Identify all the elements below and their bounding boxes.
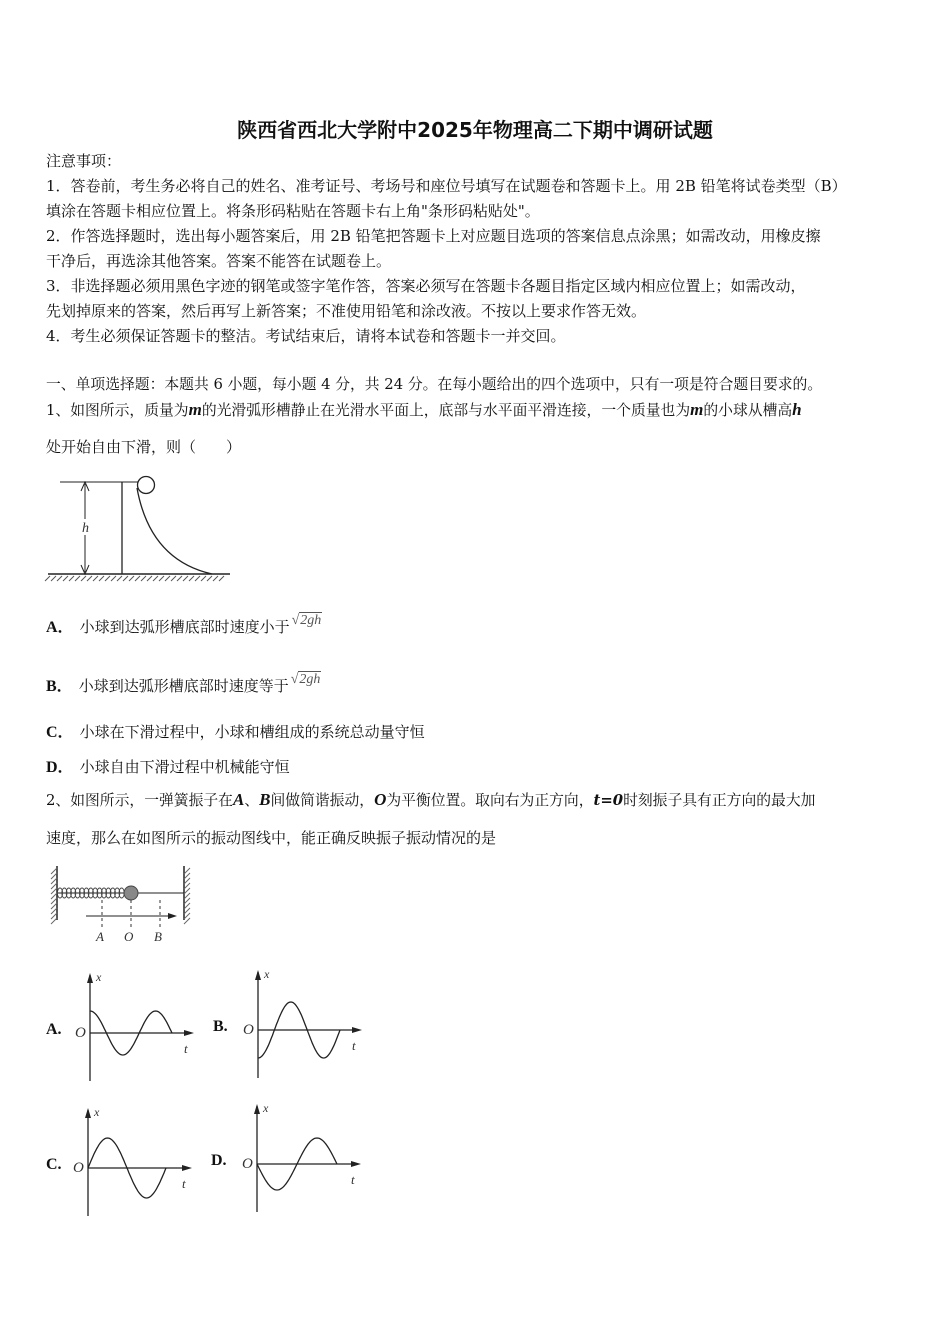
graph-option-b[interactable] — [243, 967, 362, 1078]
point-a-label: A — [96, 929, 104, 944]
notes-line: 先划掉原来的答案，然后再写上新答案；不准使用铅笔和涂改液。不按以上要求作答无效。 — [46, 302, 647, 320]
axis-arrow-icon — [184, 1030, 194, 1036]
y-axis-label: x — [263, 1101, 269, 1115]
notes-heading: 注意事项： — [46, 152, 122, 170]
axis-arrow-icon — [255, 970, 261, 980]
option-b[interactable]: B． 小球到达弧形槽底部时速度等于 √2gh — [46, 672, 321, 695]
graph-option-d[interactable] — [242, 1101, 361, 1212]
t-axis-label: t — [182, 1176, 186, 1191]
y-axis-label: x — [96, 970, 102, 984]
point-b-label: B — [154, 929, 162, 944]
page-title: 陕西省西北大学附中2025年物理高二下期中调研试题 — [237, 118, 713, 142]
question-2-text-line2: 速度，那么在如图所示的振动图线中，能正确反映振子振动情况的是 — [46, 829, 497, 847]
point-o-label: O — [124, 929, 134, 944]
t-axis-label: t — [184, 1041, 188, 1056]
option-d[interactable]: D． 小球自由下滑过程中机械能守恒 — [46, 758, 290, 776]
graph-option-b-label[interactable]: B. — [213, 1018, 228, 1035]
axis-arrow-icon — [351, 1161, 361, 1167]
graph-option-c-label[interactable]: C. — [46, 1156, 62, 1173]
axis-arrow-icon — [85, 1108, 91, 1118]
axis-arrow-icon — [182, 1165, 192, 1171]
axis-arrow-icon — [87, 973, 93, 983]
y-axis-label: x — [264, 967, 270, 981]
axis-arrow-icon — [254, 1104, 260, 1114]
t-axis-label: t — [351, 1172, 355, 1187]
option-c[interactable]: C． 小球在下滑过程中，小球和槽组成的系统总动量守恒 — [46, 723, 425, 741]
origin-label: O — [243, 1022, 254, 1038]
graph-option-d-label[interactable]: D. — [211, 1152, 227, 1169]
height-label: h — [82, 521, 89, 536]
notes-line: 填涂在答题卡相应位置上。将条形码粘贴在答题卡右上角"条形码粘贴处"。 — [46, 202, 540, 220]
notes-line: 4．考生必须保证答题卡的整洁。考试结束后，请将本试卷和答题卡一并交回。 — [46, 327, 566, 345]
question-1-text: 1、如图所示，质量为m的光滑弧形槽静止在光滑水平面上，底部与水平面平滑连接，一个质量也为m的小球从槽高h — [46, 400, 802, 419]
section-heading: 一、单项选择题：本题共 6 小题，每小题 4 分，共 24 分。在每小题给出的四个选项中，只有一项是符合题目要求的。 — [46, 376, 823, 393]
notes-line: 干净后，再选涂其他答案。答案不能答在试题卷上。 — [46, 252, 392, 270]
notes-line: 2．作答选择题时，选出每小题答案后，用 2B 铅笔把答题卡上对应题目选项的答案信息点涂黑；如需改动，用橡皮擦 — [46, 227, 821, 245]
axis-arrow-icon — [352, 1027, 362, 1033]
sqrt-expression: √2gh — [291, 613, 322, 628]
origin-label: O — [73, 1160, 84, 1176]
origin-label: O — [242, 1156, 253, 1172]
notes-line: 3．非选择题必须用黑色字迹的钢笔或签字笔作答，答案必须写在答题卡各题目指定区域内相应位置上；如需改动， — [46, 277, 806, 295]
graph-option-c[interactable] — [73, 1105, 192, 1216]
option-a[interactable]: A． 小球到达弧形槽底部时速度小于 √2gh — [46, 613, 322, 636]
sqrt-expression: √2gh — [290, 672, 321, 687]
graph-option-a[interactable] — [75, 970, 194, 1081]
y-axis-label: x — [94, 1105, 100, 1119]
question-2-text: 2、如图所示，一弹簧振子在A、B间做简谐振动，O为平衡位置。取向右为正方向，t=0时刻振子具有正方向的最大加 — [46, 790, 816, 809]
question-1-text-line2: 处开始自由下滑，则（ ） — [46, 438, 242, 456]
notes-line: 1．答卷前，考生务必将自己的姓名、准考证号、考场号和座位号填写在试题卷和答题卡上。用 2B 铅笔将试卷类型（B） — [46, 177, 847, 195]
origin-label: O — [75, 1025, 86, 1041]
t-axis-label: t — [352, 1038, 356, 1053]
graph-option-a-label[interactable]: A. — [46, 1021, 62, 1038]
